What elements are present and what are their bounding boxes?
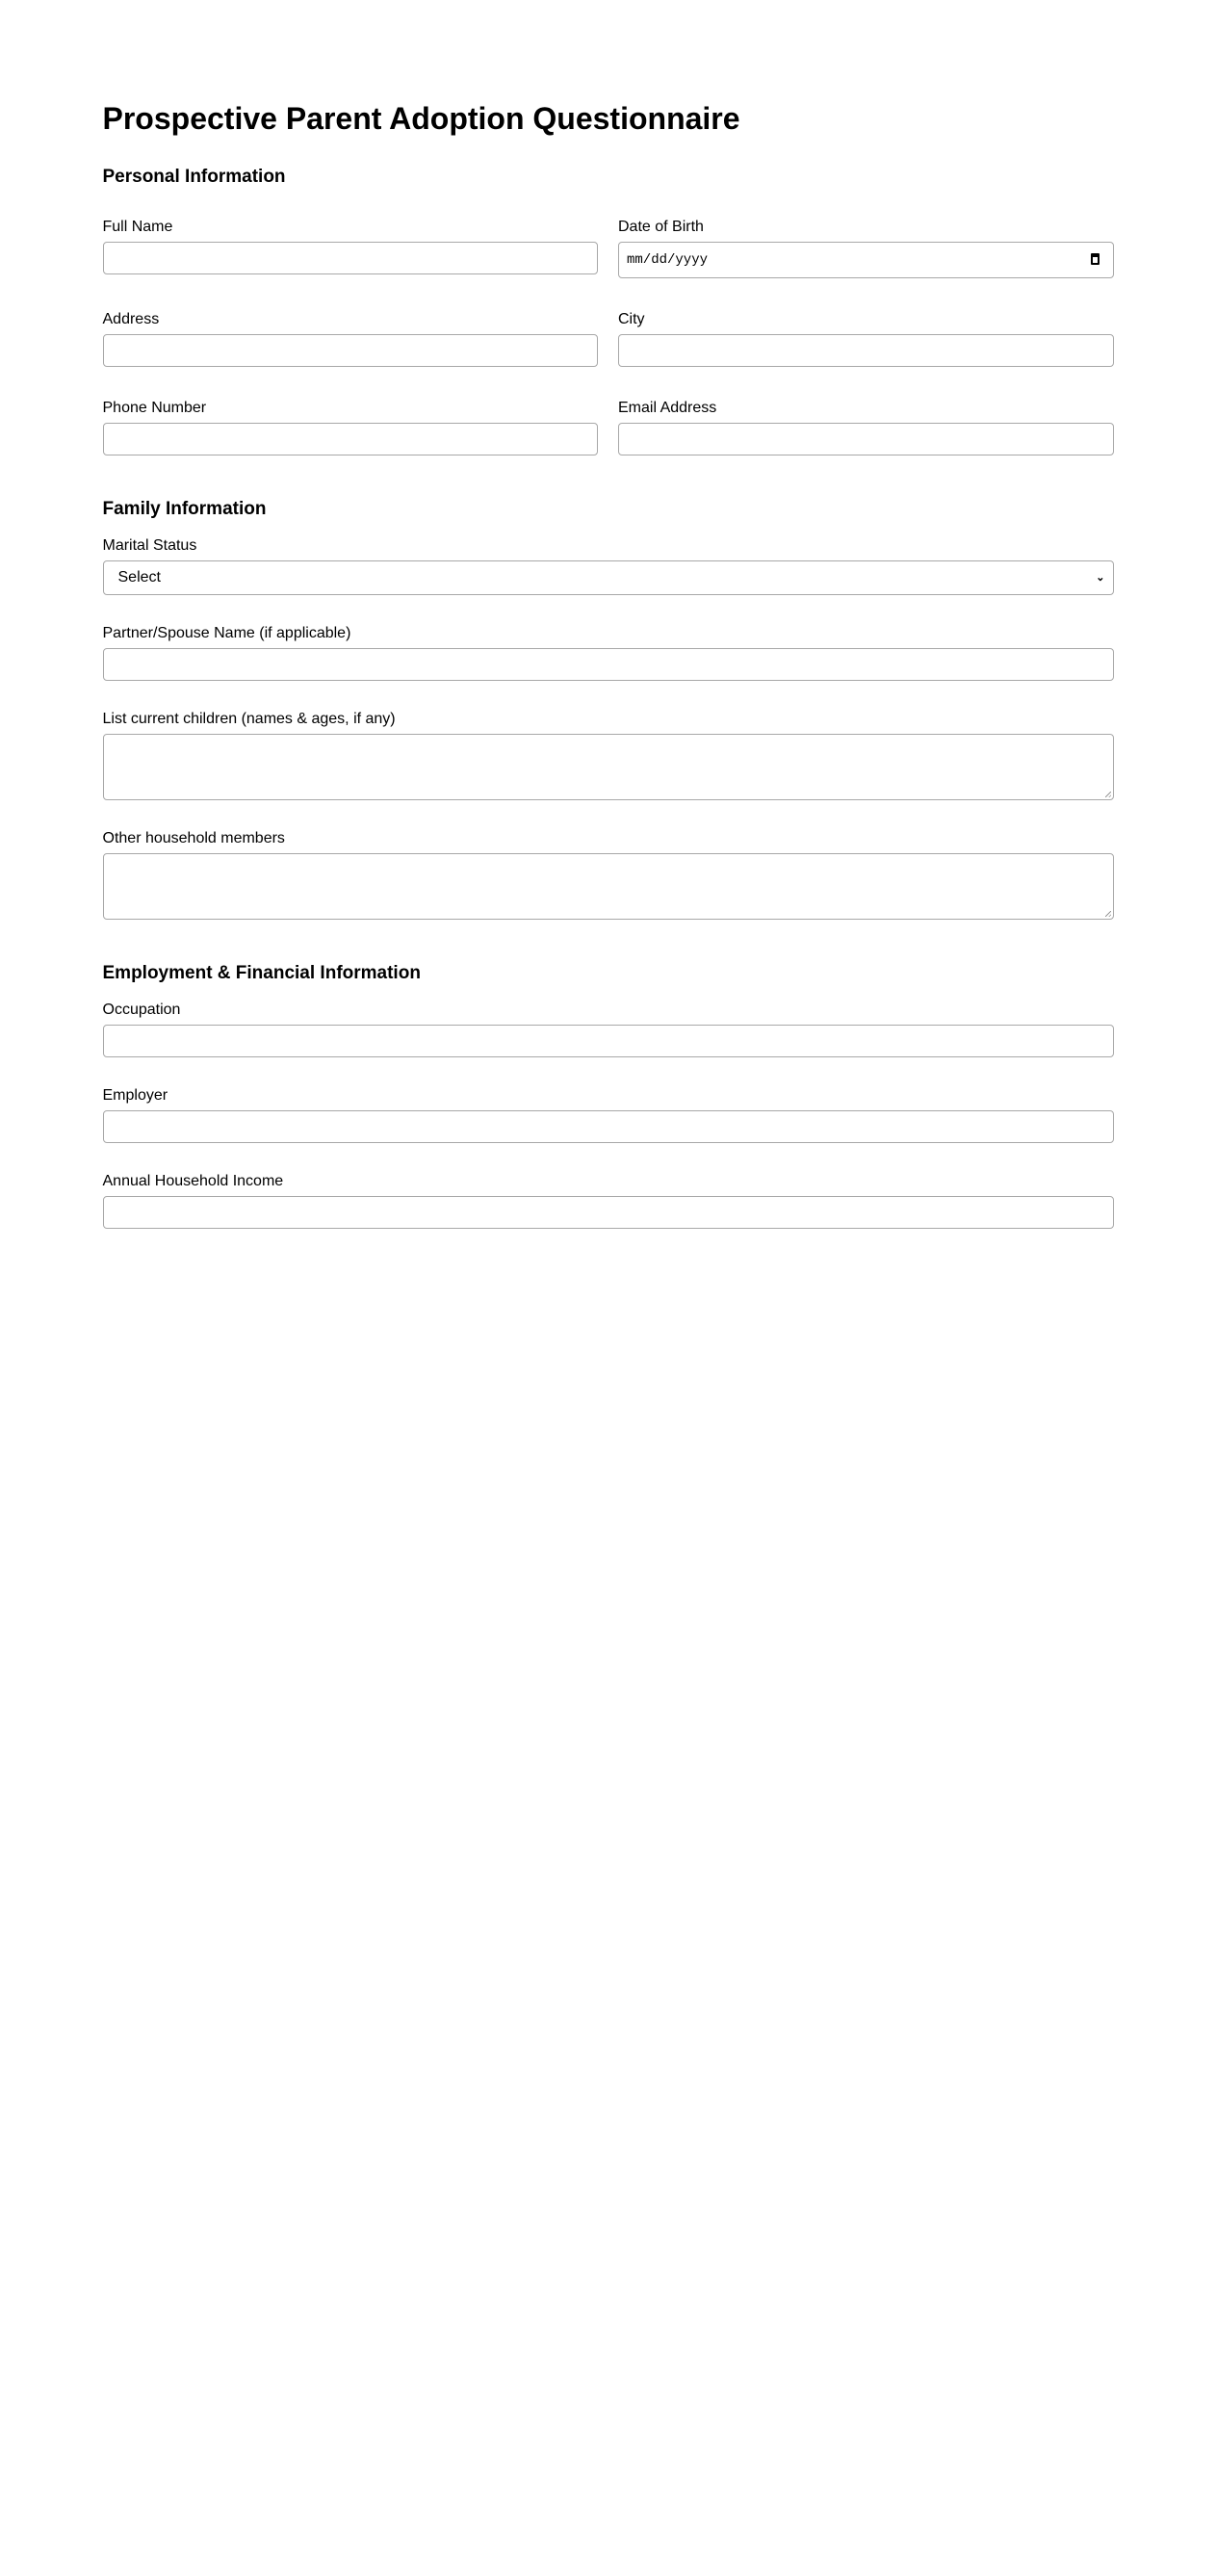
dob-label: Date of Birth bbox=[618, 219, 704, 235]
marital-status-select[interactable] bbox=[103, 560, 1114, 595]
full-name-input[interactable] bbox=[103, 242, 599, 274]
address-label: Address bbox=[102, 311, 160, 327]
email-label: Email Address bbox=[618, 400, 717, 416]
address-input[interactable] bbox=[103, 334, 599, 367]
children-label: List current children (names & ages, if any) bbox=[102, 711, 396, 727]
occupation-label: Occupation bbox=[102, 1002, 181, 1018]
calendar-icon[interactable] bbox=[1091, 253, 1100, 265]
children-textarea[interactable] bbox=[103, 734, 1114, 800]
section-heading-employment: Employment & Financial Information bbox=[102, 963, 421, 983]
partner-name-input[interactable] bbox=[103, 648, 1114, 681]
dob-placeholder: mm/dd/yyyy bbox=[627, 252, 709, 268]
section-heading-family: Family Information bbox=[102, 499, 267, 519]
household-members-textarea[interactable] bbox=[103, 853, 1114, 920]
phone-label: Phone Number bbox=[102, 400, 207, 416]
income-label: Annual Household Income bbox=[102, 1173, 284, 1189]
dob-input[interactable] bbox=[618, 242, 1114, 278]
employer-input[interactable] bbox=[103, 1110, 1114, 1143]
marital-status-label: Marital Status bbox=[102, 537, 197, 554]
income-input[interactable] bbox=[103, 1196, 1114, 1229]
resize-handle-icon[interactable] bbox=[1105, 792, 1111, 797]
full-name-label: Full Name bbox=[102, 219, 173, 235]
occupation-input[interactable] bbox=[103, 1025, 1114, 1057]
employer-label: Employer bbox=[102, 1087, 168, 1104]
partner-name-label: Partner/Spouse Name (if applicable) bbox=[102, 625, 351, 641]
questionnaire-form bbox=[103, 0, 1114, 1229]
chevron-down-icon: ⌄ bbox=[1096, 572, 1105, 584]
resize-handle-icon[interactable] bbox=[1105, 911, 1111, 917]
marital-status-value: Select bbox=[117, 569, 161, 585]
city-input[interactable] bbox=[618, 334, 1114, 367]
email-input[interactable] bbox=[618, 423, 1114, 455]
phone-input[interactable] bbox=[103, 423, 599, 455]
city-label: City bbox=[618, 311, 645, 327]
page-title: Prospective Parent Adoption Questionnaire bbox=[102, 101, 740, 136]
household-members-label: Other household members bbox=[102, 830, 285, 846]
section-heading-personal: Personal Information bbox=[102, 167, 286, 187]
